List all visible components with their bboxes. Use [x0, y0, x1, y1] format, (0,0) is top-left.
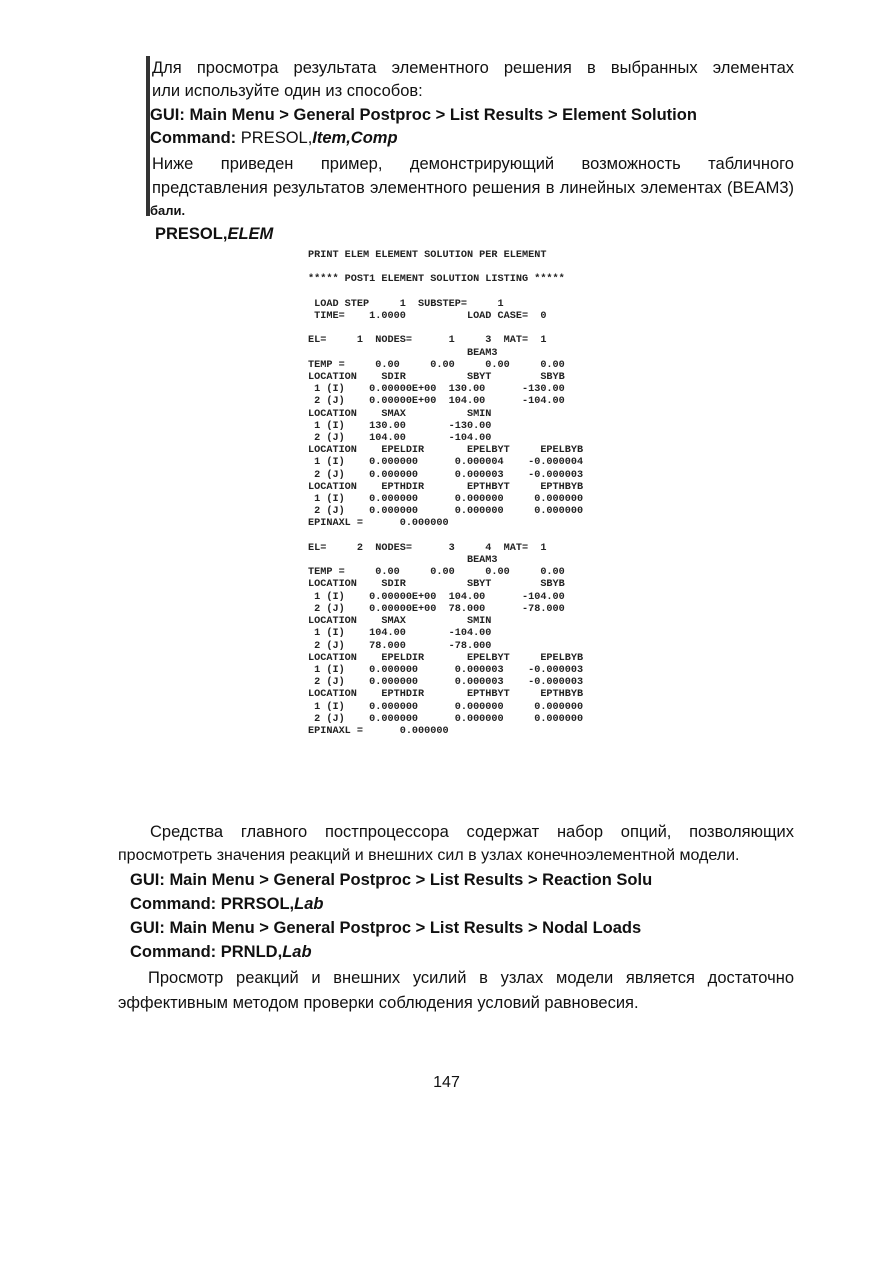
command-presol: [150, 128, 398, 148]
gui-nodal-loads: [130, 918, 641, 938]
gui-reaction-solu: [130, 870, 652, 890]
presol-name: PRESOL,: [155, 225, 228, 243]
command-prrsol: [130, 894, 323, 914]
gui-element-solution: [150, 105, 697, 125]
command-name: PRNLD,: [220, 943, 283, 961]
postproc-line-2: просмотреть значения реакций и внешних сил в узлах конечноэлементной модели.: [118, 847, 740, 864]
menu-path: Main Menu > General Postproc > List Results > Reaction Solu: [169, 871, 653, 889]
presol-elem-command: [155, 224, 273, 244]
command-name: PRRSOL,: [220, 895, 295, 913]
gui-label: GUI:: [130, 919, 165, 937]
example-line-1: Ниже приведен пример, демонстрирующий возможность табличного: [152, 155, 794, 173]
command-label: Command:: [130, 895, 217, 913]
command-args: Lab: [282, 943, 312, 961]
command-label: Command:: [130, 943, 217, 961]
example-line-2: представления результатов элементного решения в линейных элементах (BEAM3): [152, 179, 794, 197]
presol-args: ELEM: [227, 225, 274, 243]
intro-line-2: или используйте один из способов:: [152, 82, 423, 100]
command-label: Command:: [150, 129, 237, 147]
command-args: Lab: [294, 895, 324, 913]
postproc-line-1: Средства главного постпроцессора содержат набор опций, позволяющих: [150, 823, 794, 841]
menu-path: Main Menu > General Postproc > List Results > Nodal Loads: [169, 919, 642, 937]
gui-label: GUI:: [130, 871, 165, 889]
menu-path: Main Menu > General Postproc > List Results > Element Solution: [189, 106, 697, 124]
page-number: 147: [433, 1074, 460, 1091]
example-line-3: бали.: [150, 203, 186, 218]
command-args: Item,Comp: [312, 129, 398, 147]
conclusion-line-2: эффективным методом проверки соблюдения условий равновесия.: [118, 994, 639, 1012]
command-prnld: [130, 942, 312, 962]
element-solution-listing: PRINT ELEM ELEMENT SOLUTION PER ELEMENT ***** POST1 ELEMENT SOLUTION LISTING ***** LOAD STEP 1 SUBSTEP= 1 TIME= 1.0000 LOAD CASE= 0 EL= 1 NODES= 1 3 MAT= 1 BEAM3 TEMP = 0.00 0.00 0.00 0.00 LOCATION SDIR SBYT SBYB 1 (I) 0.00000E+00 130.00 -130.00 2 (J) 0.00000E+00 104.00 -104.00 LOCATION SMAX SMIN 1 (I) 130.00 -130.00 2 (J) 104.00 -104.00 LOCATION EPELDIR EPELBYT EPELBYB 1 (I) 0.000000 0.000004 -0.000004 2 (J) 0.000000 0.000003 -0.000003 LOCATION EPTHDIR EPTHBYT EPTHBYB 1 (I) 0.000000 0.000000 0.000000 2 (J) 0.000000 0.000000 0.000000 EPINAXL = 0.000000 EL= 2 NODES= 3 4 MAT= 1 BEAM3 TEMP = 0.00 0.00 0.00 0.00 LOCATION SDIR SBYT SBYB 1 (I) 0.00000E+00 104.00 -104.00 2 (J) 0.00000E+00 78.000 -78.000 LOCATION SMAX SMIN 1 (I) 104.00 -104.00 2 (J) 78.000 -78.000 LOCATION EPELDIR EPELBYT EPELBYB 1 (I) 0.000000 0.000003 -0.000003 2 (J) 0.000000 0.000003 -0.000003 LOCATION EPTHDIR EPTHBYT EPTHBYB 1 (I) 0.000000 0.000000 0.000000 2 (J) 0.000000 0.000000 0.000000 EPINAXL = 0.000000: [308, 250, 584, 737]
intro-line-1: Для просмотра результата элементного решения в выбранных элементах: [152, 59, 794, 77]
conclusion-line-1: Просмотр реакций и внешних усилий в узлах модели является достаточно: [148, 969, 794, 987]
command-name: PRESOL,: [240, 129, 313, 147]
gui-label: GUI:: [150, 106, 185, 124]
